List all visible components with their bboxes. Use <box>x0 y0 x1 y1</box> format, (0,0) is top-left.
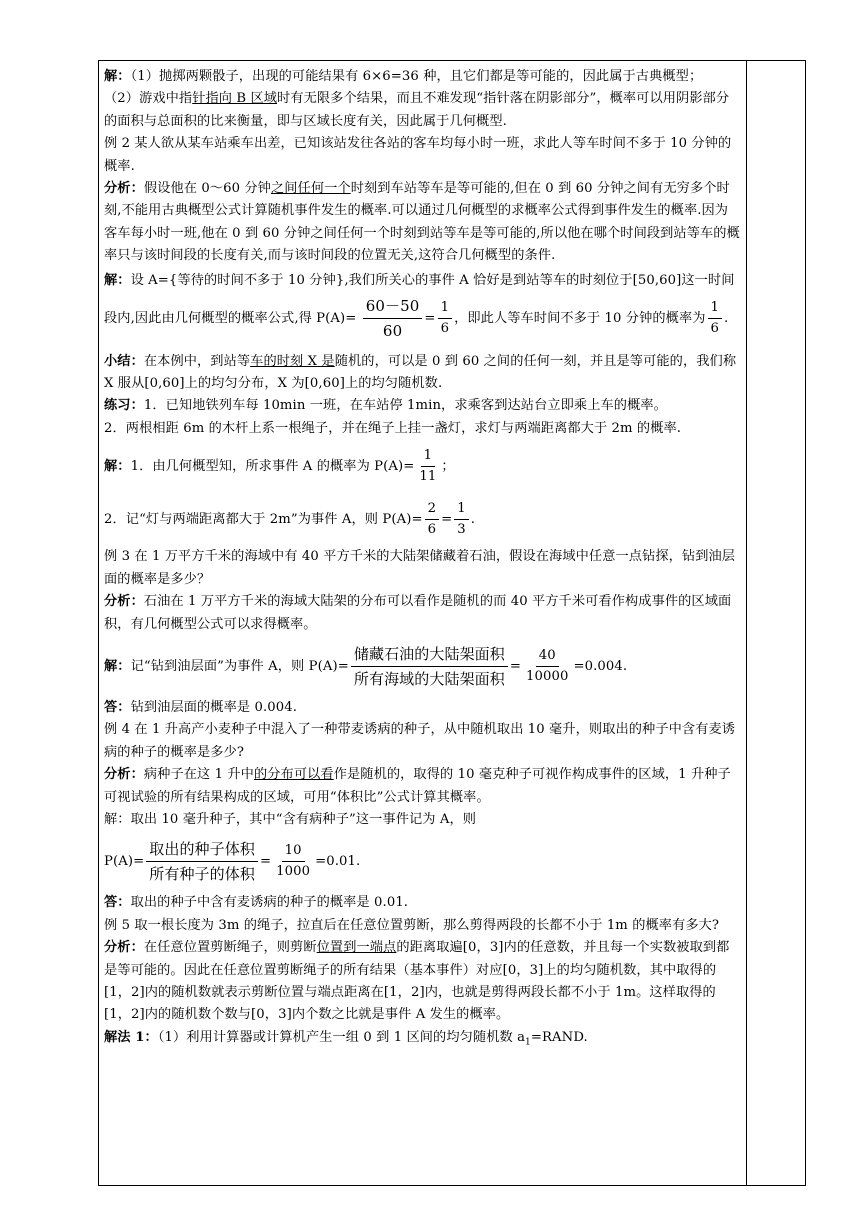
fraction: $\frac{1}{11}$ <box>419 448 437 485</box>
example-3-answer <box>104 697 740 719</box>
example-2-analysis <box>104 178 740 268</box>
underlined-text: 之间任何一个 <box>270 181 351 197</box>
example-4-solution-intro: 解：取出 10 毫升种子，其中“含有病种子”这一事件记为 A，则 <box>104 811 477 827</box>
label: 练习： <box>104 398 144 414</box>
text: （1）抛掷两颗骰子，出现的可能结果有 6×6=36 种，且它们都是等可能的，因此属于古典概型； <box>130 69 703 84</box>
text: 在本例中，到站等 <box>143 353 251 369</box>
text: 假设他在 0～60 分钟 <box>143 181 271 197</box>
example-4-answer <box>104 892 740 914</box>
example-4-solution-formula: P(A)= $\frac{\text{取出的种子体积}}{\text{所有种子的体积}}$ = $\frac{10}{1000}$ =0.01. <box>104 831 740 892</box>
label: 解： <box>104 69 131 84</box>
fraction: $\frac{1}{6}$ <box>708 298 723 339</box>
text: 2．记“灯与两端距离都大于 2m”为事件 A，则 P(A)= <box>104 512 423 528</box>
fraction: $\frac{60-50}{60}$ <box>363 294 423 343</box>
example-5-analysis <box>104 937 740 1027</box>
text: 1．已知地铁列车每 10min 一班，在车站停 1min，求乘客到达站台立即乘上车的概率。 <box>143 398 667 414</box>
text: 石油在 1 万平方千米的海域大陆架的分布可以看作是随机的而 40 平方千米可看作构成事件的区域面积，有几何概型公式可以求得概率。 <box>104 594 732 632</box>
text: 的距离取遍[0，3]内的任意数，并且每一个实数被取到都是等可能的。因此在任意位置剪断绳子的所有结果（基本事件）对应[0，3]上的均匀随机数，其中取得的[1，2]内的随机数就表示剪断位置与端点距离在[1，2]内，也就是剪得两段长都不小于 1m。这样取得的[1，2]内的随机数个数与[0，3]内个数之比就是事件 A 发生的概率。 <box>104 940 730 1023</box>
text: P(A)= <box>104 854 145 870</box>
practice-solution-2: 2．记“灯与两端距离都大于 2m”为事件 A，则 P(A)= $\frac{2}{6}$ = $\frac{1}{3}$ . <box>104 493 740 546</box>
text: 时有无限多个结果，而且不难发现“指针落在阴影部分”，概率可以用阴影部分的面积与总面积的比来衡量，即与区域长度有关，因此属于几何概型. <box>104 91 730 129</box>
text: （1）利用计算器或计算机产生一组 0 到 1 区间的均匀随机数 a <box>157 1029 526 1045</box>
label: 答： <box>104 895 131 911</box>
fraction: $\frac{1}{3}$ <box>454 499 469 540</box>
example-4-question: 例 4 在 1 升高产小麦种子中混入了一种带麦诱病的种子，从中随机取出 10 毫升，则取出的种子中含有麦诱病的种子的概率是多少? <box>104 722 736 760</box>
example-5-solution: 解法 1：（1）利用计算器或计算机产生一组 0 到 1 区间的均匀随机数 $a_1=RAND$. <box>104 1029 588 1048</box>
text: 取出的种子中含有麦诱病的种子的概率是 0.01. <box>130 895 409 911</box>
label: 解： <box>104 272 131 288</box>
text: 病种子在这 1 升中 <box>143 767 254 783</box>
underlined-text: 车的时刻 X 是 <box>250 353 335 369</box>
underlined-text: 的分布可以看 <box>253 767 334 783</box>
solution-1-paragraph <box>104 66 740 88</box>
summary-paragraph <box>104 351 740 396</box>
text: ，即此人等车时间不多于 10 分钟的概率为 <box>454 310 706 326</box>
text: 记“钻到油层面”为事件 A，则 P(A)= <box>130 658 349 674</box>
example-3-analysis <box>104 591 740 636</box>
text: 随机的，可以是 0 到 60 之间的任何一刻，并且是等可能的，我们称 X 服从[0,60]上的均匀分布，X 为[0,60]上的均匀随机数. <box>104 353 737 392</box>
example-3-solution: 解：记“钻到油层面”为事件 A，则 P(A)= $\frac{\text{储藏石油的大陆架面积}}{\text{所有海域的大陆架面积}}$ = $\frac{40}{10000}$ =0.004. <box>104 636 740 697</box>
text: =RAND. <box>530 1029 588 1045</box>
label: 分析： <box>104 767 144 783</box>
underlined-text: 针指向 B 区域 <box>192 91 278 107</box>
label: 小结： <box>104 353 144 369</box>
label: 解法 1： <box>104 1029 158 1045</box>
fraction: $\frac{10}{1000}$ <box>276 843 311 880</box>
text: 时刻到车站等车是等可能的,但在 0 到 60 分钟之间有无穷多个时刻,不能用古典概型公式计算随机事件发生的概率.可以通过几何概型的求概率公式得到事件发生的概率.因为客车每小时一班,他在 0 到 60 分钟之间任何一个时刻到站等车是等可能的,所以他在哪个时间段到站等车的概率只与该时间段的长度有关,而与该时间段的位置无关,这符合几何概型的条件. <box>104 181 740 264</box>
table-column-divider <box>746 60 747 1186</box>
example-4-analysis <box>104 764 740 809</box>
example-5-question: 例 5 取一根长度为 3m 的绳子，拉直后在任意位置剪断，那么剪得两段的长都不小于 1m 的概率有多大? <box>104 917 720 933</box>
text: 作是随机的，取得的 10 毫克种子可视作构成事件的区域，1 升种子可视试验的所有结果构成的区域，可用“体积比”公式计算其概率。 <box>104 767 731 805</box>
fraction: $\frac{1}{6}$ <box>438 298 453 339</box>
label: 答： <box>104 699 131 715</box>
fraction: $\frac{\text{取出的种子体积}}{\text{所有种子的体积}}$ <box>146 837 258 886</box>
label: 分析： <box>104 181 144 197</box>
solution-2-paragraph <box>104 88 740 133</box>
example-2-solution: 解：设 A={等待的时间不多于 10 分钟},我们所关心的事件 A 恰好是到站等车的时刻位于[50,60]这一时间段内,因此由几何概型的概率公式,得 P(A)= $\frac{60-50}{60}$ = $\frac{1}{6}$ ，即此人等车时间不多于 10 分钟的概率为 $\frac{1}{6}$ . <box>104 268 740 343</box>
example-3-question: 例 3 在 1 万平方千米的海域中有 40 平方千米的大陆架储藏着石油，假设在海域中任意一点钻探，钻到油层面的概率是多少？ <box>104 549 736 587</box>
practice-2: 2．两根相距 6m 的木杆上系一根绳子，并在绳子上挂一盏灯，求灯与两端距离都大于 2m 的概率. <box>104 420 682 436</box>
fraction: $\frac{40}{10000}$ <box>526 647 569 684</box>
fraction: $\frac{2}{6}$ <box>425 499 440 540</box>
label: 解： <box>104 459 131 475</box>
text: （2）游戏中指 <box>104 91 193 107</box>
label: 分析： <box>104 594 144 610</box>
text: 设 A={等待的时间不多于 10 分钟},我们所关心的事件 A 恰好是到站等车的时刻位于[50,60]这一时间段内,因此由几何概型的概率公式,得 P(A)= <box>104 272 735 326</box>
practice-solution-1: 解：1．由几何概型知，所求事件 A 的概率为 P(A)= $\frac{1}{11}$ ； <box>104 440 740 493</box>
practice-1 <box>104 395 740 417</box>
example-2-question: 例 2 某人欲从某车站乘车出差，已知该站发往各站的客车均每小时一班，求此人等车时间不多于 10 分钟的概率. <box>104 136 732 174</box>
text: 1．由几何概型知，所求事件 A 的概率为 P(A)= <box>130 459 415 475</box>
label: 解： <box>104 658 131 674</box>
label: 分析： <box>104 940 144 956</box>
underlined-text: 位置到一端点 <box>316 940 397 956</box>
fraction: $\frac{\text{储藏石油的大陆架面积}}{\text{所有海域的大陆架面积}}$ <box>351 642 508 691</box>
document-body <box>104 66 740 1054</box>
text: 在任意位置剪断绳子，则剪断 <box>143 940 317 956</box>
text: 钻到油层面的概率是 0.004. <box>130 699 298 715</box>
